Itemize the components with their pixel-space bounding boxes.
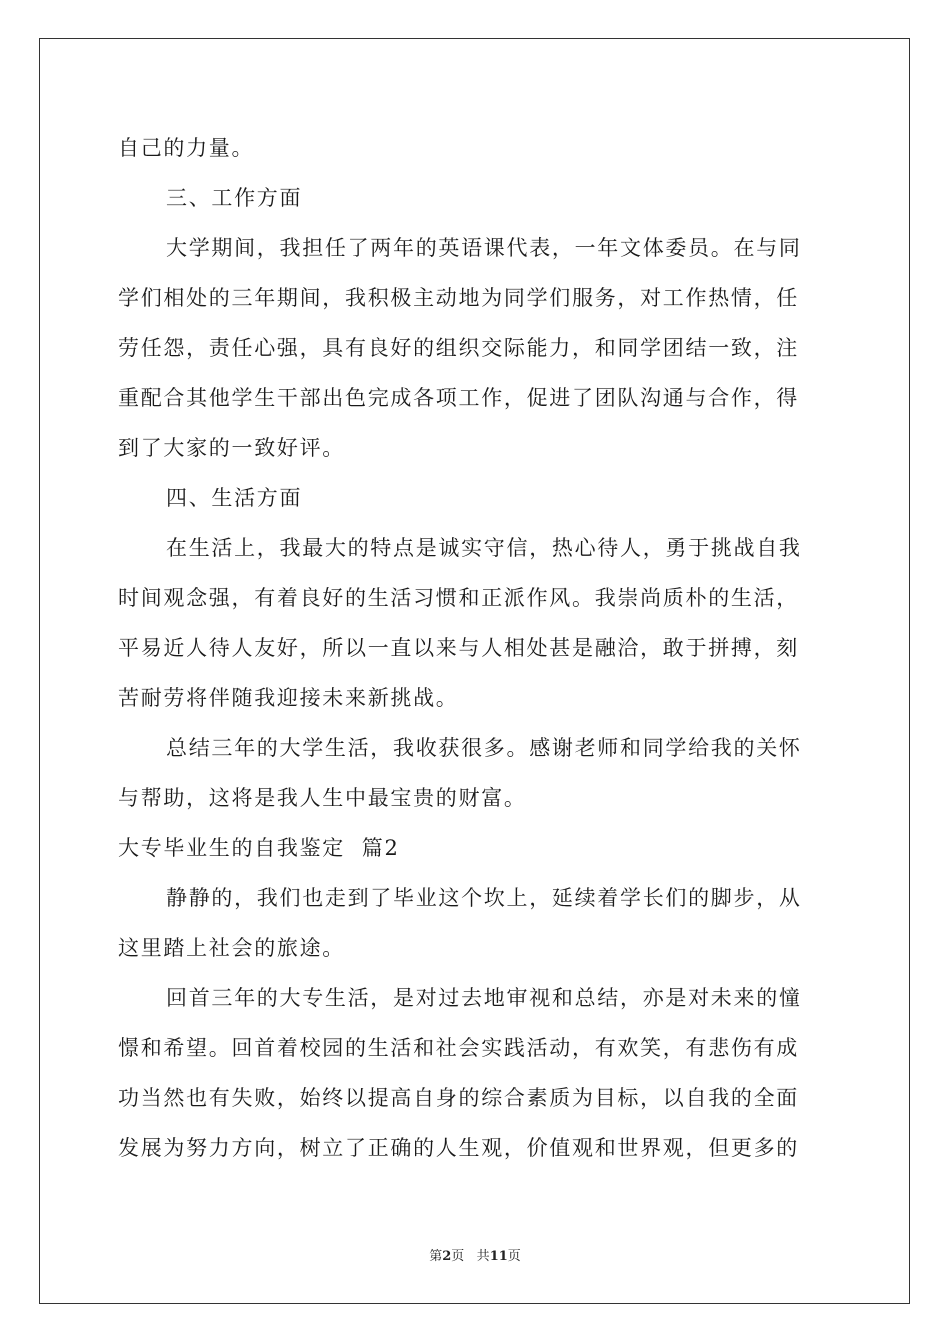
document-body (118, 123, 838, 1173)
text-line: 功当然也有失败，始终以提高自身的综合素质为目标，以自我的全面 (118, 1086, 799, 1110)
text-line: 时间观念强，有着良好的生活习惯和正派作风。我崇尚质朴的生活， (118, 586, 799, 610)
section-heading-work: 三、工作方面 (166, 186, 303, 210)
text-line: 憬和希望。回首着校园的生活和社会实践活动，有欢笑，有悲伤有成 (118, 1036, 799, 1060)
text-line: 苦耐劳将伴随我迎接未来新挑战。 (118, 686, 459, 710)
text-line: 总结三年的大学生活，我收获很多。感谢老师和同学给我的关怀 (166, 736, 802, 760)
text-line: 静静的，我们也走到了毕业这个坎上，延续着学长们的脚步，从 (166, 886, 802, 910)
text-line: 与帮助，这将是我人生中最宝贵的财富。 (118, 786, 527, 810)
text-line: 学们相处的三年期间，我积极主动地为同学们服务，对工作热情，任 (118, 286, 799, 310)
text-line: 这里踏上社会的旅途。 (118, 936, 345, 960)
page-footer (0, 1245, 950, 1264)
text-line: 回首三年的大专生活，是对过去地审视和总结，亦是对未来的憧 (166, 986, 802, 1010)
text-line: 到了大家的一致好评。 (118, 436, 345, 460)
section-heading-life: 四、生活方面 (166, 486, 303, 510)
page-number: 2 (442, 1249, 452, 1264)
page-prefix: 第 (429, 1249, 443, 1264)
total-prefix: 共 (476, 1249, 490, 1264)
page-suffix: 页 (451, 1249, 465, 1264)
text-line: 劳任怨，责任心强，具有良好的组织交际能力，和同学团结一致，注 (118, 336, 799, 360)
text-line: 平易近人待人友好，所以一直以来与人相处甚是融洽，敢于拼搏，刻 (118, 636, 799, 660)
text-line: 发展为努力方向，树立了正确的人生观，价值观和世界观，但更多的 (118, 1136, 799, 1160)
total-suffix: 页 (507, 1249, 521, 1264)
total-pages: 11 (489, 1249, 508, 1264)
text-line: 重配合其他学生干部出色完成各项工作，促进了团队沟通与合作，得 (118, 386, 799, 410)
article-title: 大专毕业生的自我鉴定 篇2 (118, 836, 400, 860)
text-line: 大学期间，我担任了两年的英语课代表，一年文体委员。在与同 (166, 236, 802, 260)
text-line: 自己的力量。 (118, 136, 255, 160)
text-line: 在生活上，我最大的特点是诚实守信，热心待人，勇于挑战自我 (166, 536, 802, 560)
